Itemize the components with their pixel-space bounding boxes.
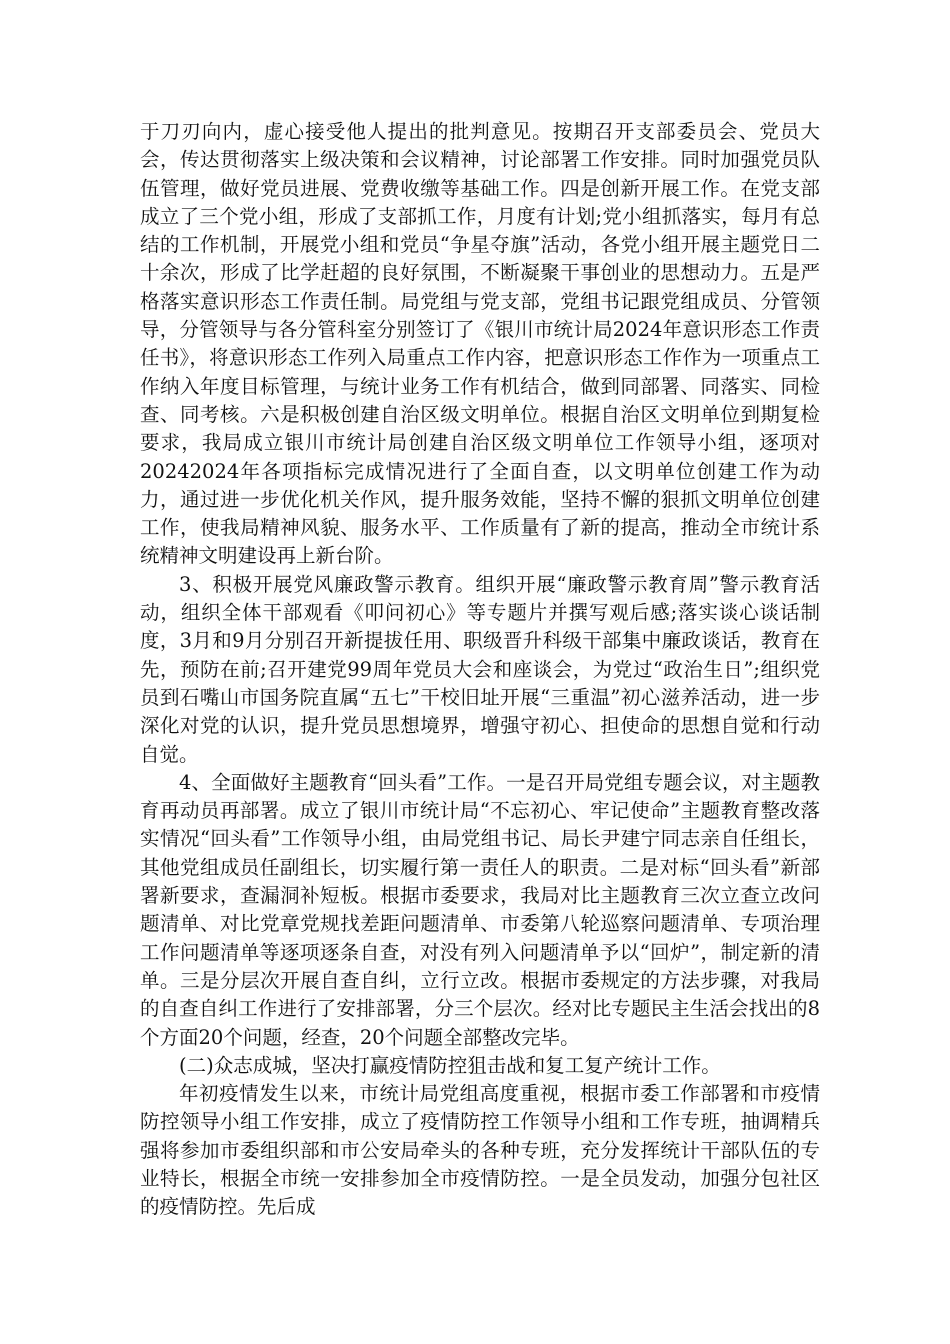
paragraph-theme-education-review: 4、全面做好主题教育“回头看”工作。一是召开局党组专题会议，对主题教育再动员再部署。成立了银川市统计局“不忘初心、牢记使命”主题教育整改落实情况“回头看”工作领导小组，由局党组书记、局长尹建宁同志亲自任组长，其他党组成员任副组长，切实履行第一责任人的职责。二是对标“回头看”新部署新要求，查漏洞补短板。根据市委要求，我局对比主题教育三次立查立改问题清单、对比党章党规找差距问题清单、市委第八轮巡察问题清单、专项治理工作问题清单等逐项逐条自查，对没有列入问题清单予以“回炉”，制定新的清单。三是分层次开展自查自纠，立行立改。根据市委规定的方法步骤，对我局的自查自纠工作进行了安排部署，分三个层次。经对比专题民主生活会找出的8个方面20个问题，经查，20个问题全部整改完毕。 [140,770,820,1049]
paragraph-epidemic-prevention: 年初疫情发生以来，市统计局党组高度重视，根据市委工作部署和市疫情防控领导小组工作安排，成立了疫情防控工作领导小组和工作专班，抽调精兵强将参加市委组织部和市公安局牵头的各种专班，充分发挥统计干部队伍的专业特长，根据全市统一安排参加全市疫情防控。一是全员发动，加强分包社区的疫情防控。先后成 [140,1082,820,1219]
paragraph-party-work-continued: 于刀刃向内，虚心接受他人提出的批判意见。按期召开支部委员会、党员大会，传达贯彻落实上级决策和会议精神，讨论部署工作安排。同时加强党员队伍管理，做好党员进展、党费收缴等基础工作。四是创新开展工作。在党支部成立了三个党小组，形成了支部抓工作，月度有计划;党小组抓落实，每月有总结的工作机制，开展党小组和党员“争星夺旗”活动，各党小组开展主题党日二十余次，形成了比学赶超的良好氛围，不断凝聚干事创业的思想动力。五是严格落实意识形态工作责任制。局党组与党支部，党组书记跟党组成员、分管领导，分管领导与各分管科室分别签订了《银川市统计局2024年意识形态工作责任书》，将意识形态工作列入局重点工作内容，把意识形态工作作为一项重点工作纳入年度目标管理，与统计业务工作有机结合，做到同部署、同落实、同检查、同考核。六是积极创建自治区级文明单位。根据自治区文明单位到期复检要求，我局成立银川市统计局创建自治区级文明单位工作领导小组，逐项对20242024年各项指标完成情况进行了全面自查，以文明单位创建工作为动力，通过进一步优化机关作风，提升服务效能，坚持不懈的狠抓文明单位创建工作，使我局精神风貌、服务水平、工作质量有了新的提高，推动全市统计系统精神文明建设再上新台阶。 [140,120,820,568]
section-heading-epidemic: (二)众志成城，坚决打赢疫情防控狙击战和复工复产统计工作。 [179,1053,721,1077]
paragraph-integrity-education: 3、积极开展党风廉政警示教育。组织开展“廉政警示教育周”警示教育活动，组织全体干部观看《叩问初心》等专题片并撰写观后感;落实谈心谈话制度，3月和9月分别召开新提拔任用、职级晋升科级干部集中廉政谈话，教育在先，预防在前;召开建党99周年党员大会和座谈会，为党过“政治生日”;组织党员到石嘴山市国务院直属“五七”干校旧址开展“三重温”初心滋养活动，进一步深化对党的认识，提升党员思想境界，增强守初心、担使命的思想自觉和行动自觉。 [140,572,820,766]
document-page [140,118,820,1222]
